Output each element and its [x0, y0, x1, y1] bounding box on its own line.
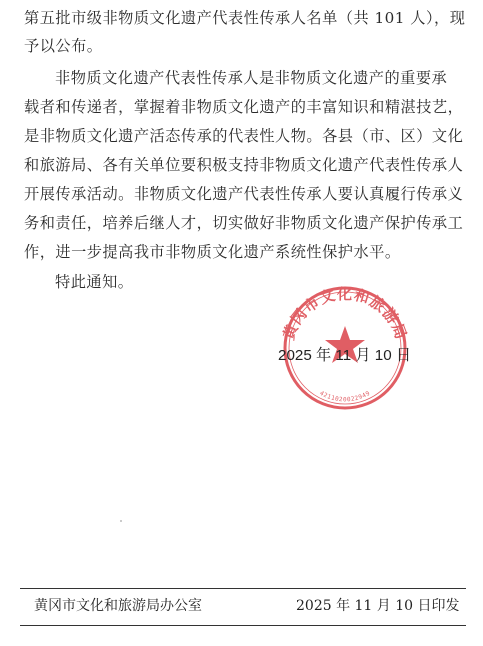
closing-line: 特此通知。 [55, 273, 134, 291]
footer-bottom-rule [20, 625, 466, 626]
footer-print-date: 2025 年 11 月 10 日印发 [296, 598, 460, 614]
footer-issuer: 黄冈市文化和旅游局办公室 [34, 598, 202, 614]
body-line-6: 和旅游局、各有关单位要积极支持非物质文化遗产代表性传承人 [24, 156, 464, 174]
body-line-9: 作，进一步提高我市非物质文化遗产系统性保护水平。 [24, 243, 401, 261]
scan-speck [120, 520, 122, 522]
body-line-5: 是非物质文化遗产活态传承的代表性人物。各县（市、区）文化 [24, 127, 464, 145]
sign-date: 2025 年 11 月 10 日 [278, 347, 412, 364]
body-line-3: 非物质文化遗产代表性传承人是非物质文化遗产的重要承 [55, 69, 448, 87]
body-line-8: 务和责任，培养后继人才，切实做好非物质文化遗产保护传承工 [24, 214, 464, 232]
body-line-7: 开展传承活动。非物质文化遗产代表性传承人要认真履行传承义 [24, 185, 464, 203]
svg-text:4211020022949 [318, 390, 371, 404]
seal-code: 4211020022949 [318, 389, 372, 404]
body-line-4: 载者和传递者，掌握着非物质文化遗产的丰富知识和精湛技艺， [24, 98, 464, 116]
seal-org-text: 黄冈市文化和旅游局 [279, 285, 411, 343]
body-line-1: 第五批市级非物质文化遗产代表性传承人名单（共 101 人），现 [24, 9, 466, 27]
body-line-2: 予以公布。 [24, 37, 103, 55]
footer-top-rule [20, 588, 466, 589]
